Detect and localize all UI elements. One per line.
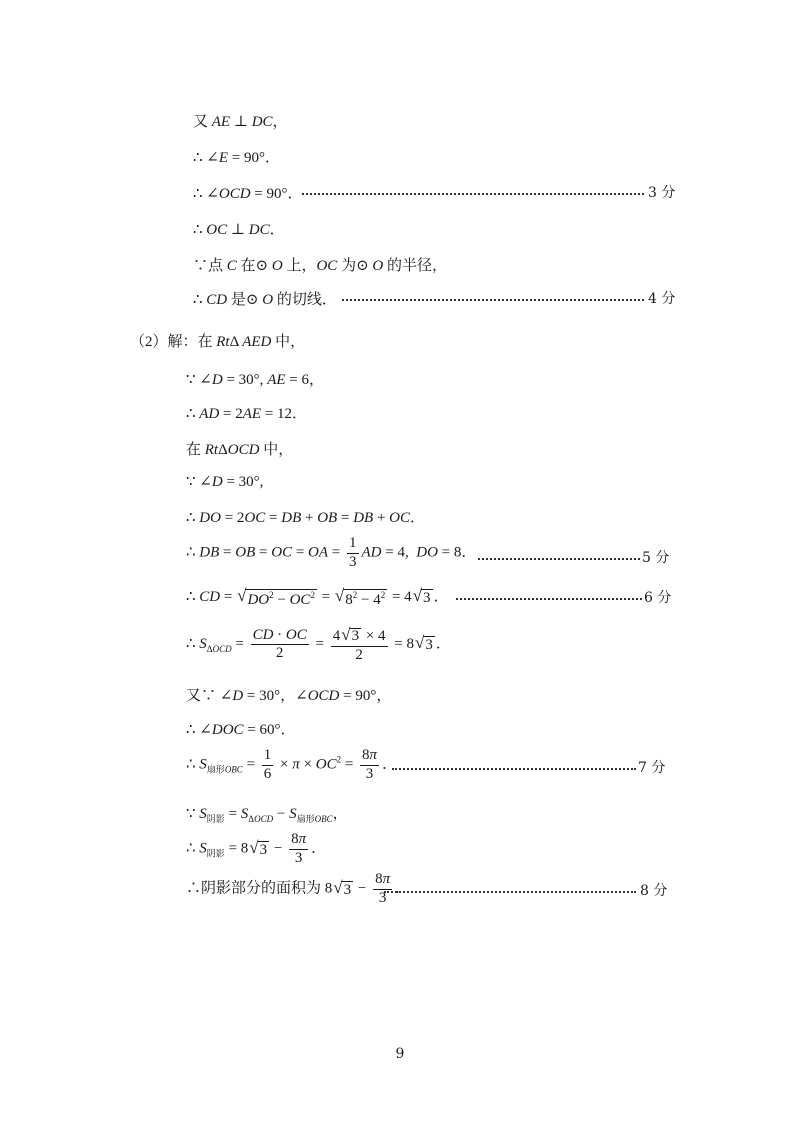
proof-line-2: ∴ ∠E = 90°． xyxy=(193,150,281,166)
proof-line-13: ∴ DB = OB = OC = OA = $\frac{1}{3}$ AD = 4, DO = 8． xyxy=(186,535,477,570)
proof-line-9: ∴ AD = 2AE = 12． xyxy=(186,406,308,422)
score-mark-8: 8 分 xyxy=(640,883,668,899)
score-mark-3: 3 分 xyxy=(648,185,676,201)
proof-line-16: 又∵ ∠D = 30°，∠OCD = 90°， xyxy=(186,688,392,704)
dotted-leader xyxy=(302,193,644,195)
dotted-leader xyxy=(478,558,640,560)
score-mark-4: 4 分 xyxy=(648,291,676,307)
page-number: 9 xyxy=(395,1046,405,1062)
proof-line-1: 又 AE ⊥ DC， xyxy=(193,114,288,130)
proof-line-17: ∴ ∠DOC = 60°． xyxy=(186,722,296,738)
score-mark-6: 6 分 xyxy=(644,590,672,606)
proof-line-3: ∴ ∠OCD = 90°． xyxy=(193,186,303,202)
part-2-heading: （2）解：在 RtΔ AED 中， xyxy=(130,334,306,350)
proof-line-18: ∴ $S_{扇形OBC}$ = $\frac{1}{6}$ × $\pi \times OC^2$ = $\frac{8\pi}{3}$ ． xyxy=(186,747,398,782)
proof-line-6: ∴ CD 是⊙ O 的切线． xyxy=(193,292,337,308)
proof-line-12: ∴ DO = 2OC = DB + OB = DB + OC． xyxy=(186,510,426,526)
dotted-leader xyxy=(456,598,642,600)
dotted-leader xyxy=(392,768,636,770)
proof-line-8: ∵ ∠D = 30°, AE = 6， xyxy=(186,372,324,388)
proof-line-20: ∴ $S_{阴影} = 8$ √ 3 − $\frac{8\pi}{3}$ ． xyxy=(186,831,327,866)
proof-line-21: ∴阴影部分的面积为 8 √ 3 − $\frac{8\pi}{3}$ ． xyxy=(186,871,411,906)
score-mark-7: 7 分 xyxy=(638,760,666,776)
proof-line-14: ∴ CD = √ $DO^2 - OC^2$ = √ $8^2 - 4^2$ = 4 √ 3 ． xyxy=(186,586,449,608)
proof-line-5: ∵点 C 在⊙ O 上，OC 为⊙ O 的半径， xyxy=(193,258,447,274)
proof-line-19: ∵ $S_{阴影} = S_{\Delta OCD} - S_{扇形OBC}$， xyxy=(186,806,348,824)
proof-line-10: 在 RtΔOCD 中， xyxy=(186,442,294,458)
dotted-leader xyxy=(384,891,636,893)
dotted-leader xyxy=(342,299,644,301)
proof-line-11: ∵ ∠D = 30°, xyxy=(186,474,264,490)
proof-line-4: ∴ OC ⊥ DC． xyxy=(193,222,285,238)
score-mark-5: 5 分 xyxy=(642,550,670,566)
proof-line-15: ∴ $S_{\Delta OCD}$ = $\frac{CD \cdot OC}{2}$ = 4 √ 3 × 4 2 = 8 √ 3 ． xyxy=(186,625,451,663)
